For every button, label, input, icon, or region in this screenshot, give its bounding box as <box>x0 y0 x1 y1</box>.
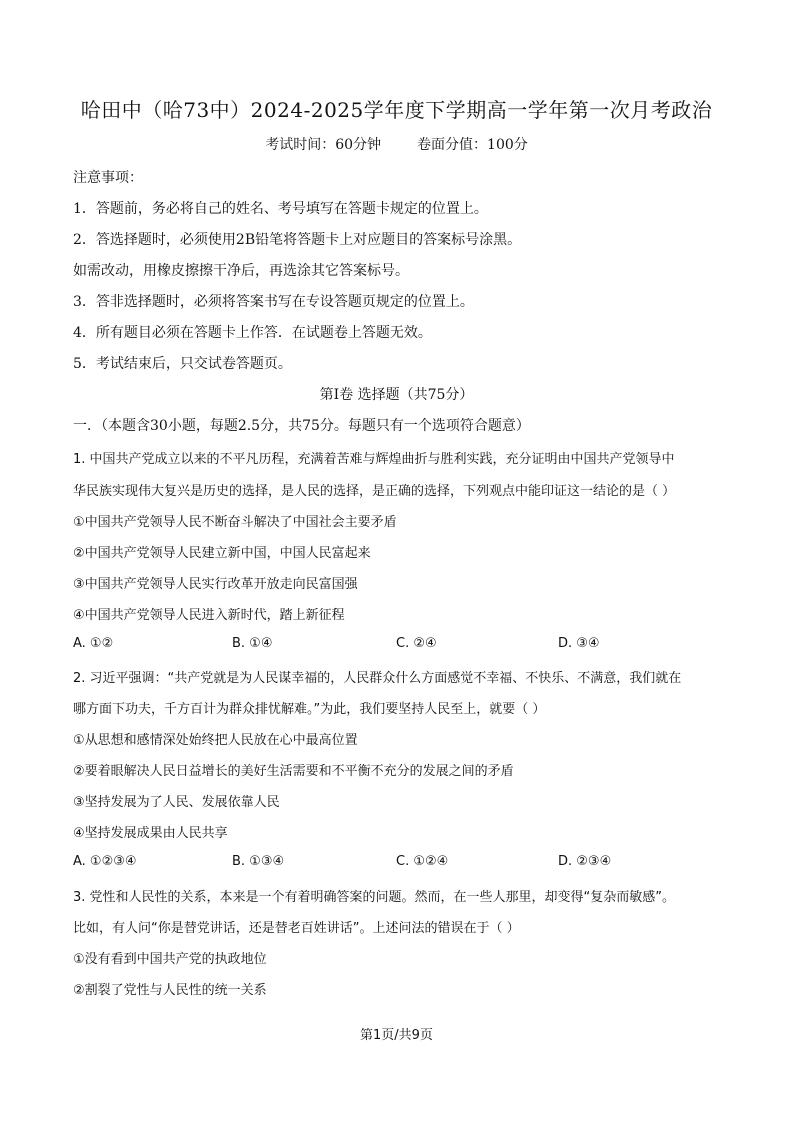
option-a[interactable]: A. ①②③④ <box>73 854 137 869</box>
question-1-statement: ④中国共产党领导人民进入新时代，踏上新征程 <box>73 608 345 623</box>
note-item: 如需改动，用橡皮擦擦干净后，再选涂其它答案标号。 <box>73 263 409 279</box>
exam-info <box>0 134 793 154</box>
question-3-statement: ①没有看到中国共产党的执政地位 <box>73 952 267 967</box>
question-2-statement: ①从思想和感情深处始终把人民放在心中最高位置 <box>73 733 358 748</box>
option-a[interactable]: A. ①② <box>73 636 114 651</box>
option-b[interactable]: B. ①④ <box>232 636 273 651</box>
section-title: 第Ⅰ卷 选择题（共75分） <box>319 387 474 403</box>
question-1-stem: 华民族实现伟大复兴是历史的选择，是人民的选择，是正确的选择，下列观点中能印证这一结论的是（ ） <box>73 484 676 499</box>
question-3-statement: ②割裂了党性与人民性的统一关系 <box>73 983 267 998</box>
exam-title: 哈田中（哈73中）2024-2025学年度下学期高一学年第一次月考政治 <box>80 98 713 122</box>
option-d[interactable]: D. ②③④ <box>558 854 612 869</box>
question-1-statement: ①中国共产党领导人民不断奋斗解决了中国社会主要矛盾 <box>73 515 397 530</box>
question-2-stem: 2. 习近平强调：“共产党就是为人民谋幸福的，人民群众什么方面感觉不幸福、不快乐、不满意，我们就在 <box>73 671 682 686</box>
note-item: 1．答题前，务必将自己的姓名、考号填写在答题卡规定的位置上。 <box>73 201 488 217</box>
note-item: 3．答非选择题时，必须将答案书写在专设答题页规定的位置上。 <box>73 294 474 310</box>
option-b[interactable]: B. ①③④ <box>232 854 285 869</box>
page-number: 第1页/共9页 <box>360 1028 433 1043</box>
question-3-stem: 3. 党性和人民性的关系，本来是一个有着明确答案的问题。然而，在一些人那里，却变得“复杂而敏感”。 <box>73 890 676 905</box>
question-1-stem: 1. 中国共产党成立以来的不平凡历程，充满着苦难与辉煌曲折与胜利实践，充分证明由中国共产党领导中 <box>73 452 675 467</box>
option-c[interactable]: C. ①②④ <box>396 854 449 869</box>
question-1-statement: ③中国共产党领导人民实行改革开放走向民富国强 <box>73 577 358 592</box>
question-1-statement: ②中国共产党领导人民建立新中国，中国人民富起来 <box>73 546 371 561</box>
note-item: 5．考试结束后，只交试卷答题页。 <box>73 356 292 372</box>
exam-time: 考试时间：60分钟 <box>265 137 382 153</box>
note-item: 4．所有题目必须在答题卡上作答．在试题卷上答题无效。 <box>73 325 432 341</box>
note-item: 2．答选择题时，必须使用2B铅笔将答题卡上对应题目的答案标号涂黑。 <box>73 232 522 248</box>
exam-score: 卷面分值：100分 <box>417 137 528 153</box>
question-2-statement: ④坚持发展成果由人民共享 <box>73 826 228 841</box>
option-c[interactable]: C. ②④ <box>396 636 437 651</box>
question-2-statement: ③坚持发展为了人民、发展依靠人民 <box>73 795 280 810</box>
question-2-statement: ②要着眼解决人民日益增长的美好生活需要和不平衡不充分的发展之间的矛盾 <box>73 764 514 779</box>
section-instruction: 一．（本题含30小题，每题2.5分，共75分。每题只有一个选项符合题意） <box>73 418 530 434</box>
question-2-stem: 哪方面下功夫，千方百计为群众排忧解难。”为此，我们要坚持人民至上，就要（ ） <box>73 702 546 717</box>
notes-heading: 注意事项： <box>73 170 143 186</box>
option-d[interactable]: D. ③④ <box>558 636 600 651</box>
question-3-stem: 比如，有人问“你是替党讲话，还是替老百姓讲话”。上述问法的错误在于（ ） <box>73 921 520 936</box>
